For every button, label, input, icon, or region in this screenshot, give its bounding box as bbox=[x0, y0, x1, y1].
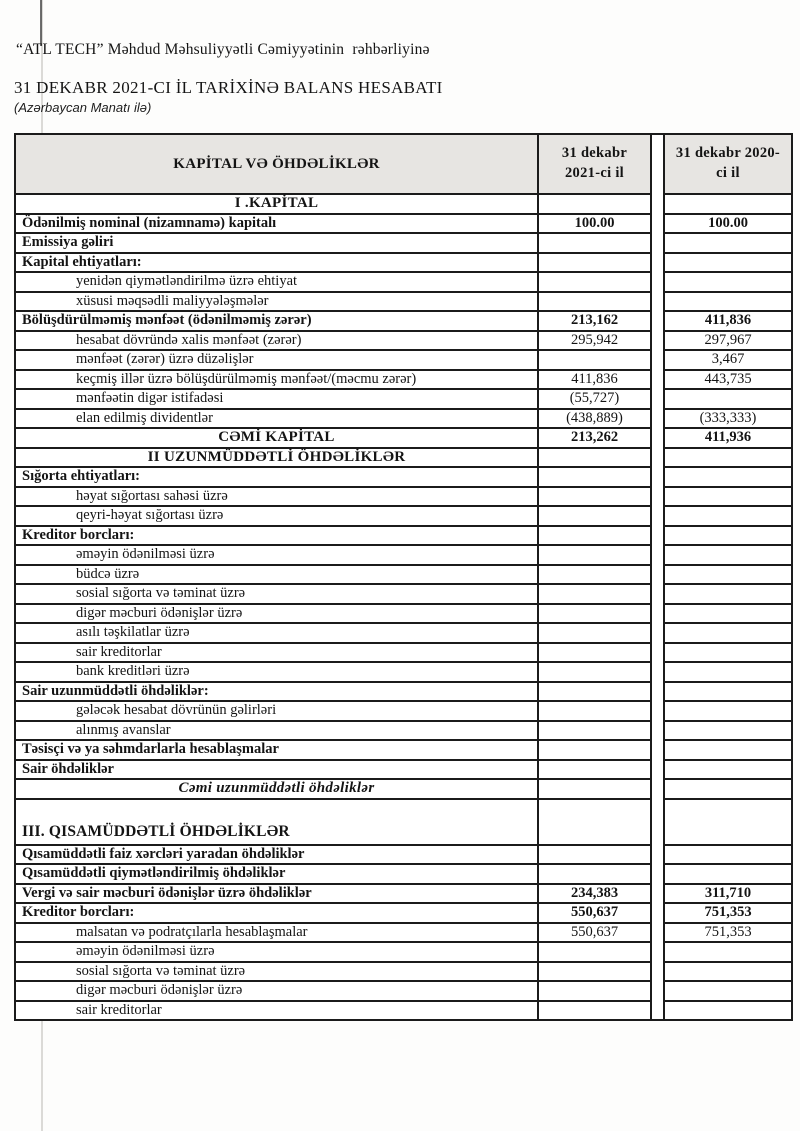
row-label: malsatan və podratçılarla hesablaşmalar bbox=[15, 923, 538, 943]
value-2020 bbox=[664, 272, 792, 292]
row-label: Vergi və sair məcburi ödənişlər üzrə öhdəliklər bbox=[15, 884, 538, 904]
value-2021 bbox=[538, 253, 651, 273]
table-row bbox=[15, 1001, 792, 1021]
balance-table-body bbox=[15, 194, 792, 1020]
row-label: yenidən qiymətləndirilmə üzrə ehtiyat bbox=[15, 272, 538, 292]
column-header-2020: 31 dekabr 2020-ci il bbox=[664, 134, 792, 194]
value-2020 bbox=[664, 233, 792, 253]
value-2021 bbox=[538, 962, 651, 982]
value-2020 bbox=[664, 565, 792, 585]
value-2021 bbox=[538, 604, 651, 624]
table-row bbox=[15, 409, 792, 429]
value-2021 bbox=[538, 682, 651, 702]
value-2021: 234,383 bbox=[538, 884, 651, 904]
value-2020 bbox=[664, 253, 792, 273]
column-gap bbox=[651, 942, 664, 962]
table-row bbox=[15, 864, 792, 884]
value-2020 bbox=[664, 1001, 792, 1021]
row-label: Qısamüddətli faiz xərcləri yaradan öhdəliklər bbox=[15, 845, 538, 865]
column-gap bbox=[651, 799, 664, 845]
column-gap bbox=[651, 311, 664, 331]
column-gap bbox=[651, 604, 664, 624]
value-2020 bbox=[664, 584, 792, 604]
row-label: qeyri-həyat sığortası üzrə bbox=[15, 506, 538, 526]
row-label: bank kreditləri üzrə bbox=[15, 662, 538, 682]
row-label: Emissiya gəliri bbox=[15, 233, 538, 253]
column-gap bbox=[651, 350, 664, 370]
row-label: digər məcburi ödənişlər üzrə bbox=[15, 981, 538, 1001]
column-gap bbox=[651, 923, 664, 943]
table-row bbox=[15, 962, 792, 982]
column-gap bbox=[651, 331, 664, 351]
scan-edge-mark bbox=[40, 0, 42, 46]
column-gap bbox=[651, 134, 664, 194]
column-gap bbox=[651, 623, 664, 643]
column-gap bbox=[651, 962, 664, 982]
value-2020: 751,353 bbox=[664, 903, 792, 923]
column-header-2021: 31 dekabr 2021-ci il bbox=[538, 134, 651, 194]
row-label: Bölüşdürülməmiş mənfəət (ödənilməmiş zərər) bbox=[15, 311, 538, 331]
value-2020: 100.00 bbox=[664, 214, 792, 234]
value-2021 bbox=[538, 760, 651, 780]
value-2020 bbox=[664, 682, 792, 702]
column-gap bbox=[651, 233, 664, 253]
table-row bbox=[15, 233, 792, 253]
row-label: Kreditor borcları: bbox=[15, 903, 538, 923]
table-row bbox=[15, 194, 792, 214]
row-label: II UZUNMÜDDƏTLİ ÖHDƏLİKLƏR bbox=[15, 448, 538, 468]
value-2020 bbox=[664, 799, 792, 845]
column-gap bbox=[651, 701, 664, 721]
column-gap bbox=[651, 214, 664, 234]
column-gap bbox=[651, 760, 664, 780]
value-2020 bbox=[664, 448, 792, 468]
table-row bbox=[15, 311, 792, 331]
value-2020 bbox=[664, 467, 792, 487]
row-label: asılı təşkilatlar üzrə bbox=[15, 623, 538, 643]
column-gap bbox=[651, 721, 664, 741]
value-2021: 100.00 bbox=[538, 214, 651, 234]
balance-sheet-table bbox=[14, 133, 793, 1021]
value-2020 bbox=[664, 942, 792, 962]
table-row bbox=[15, 545, 792, 565]
row-label: keçmiş illər üzrə bölüşdürülməmiş mənfəət/(məcmu zərər) bbox=[15, 370, 538, 390]
value-2021 bbox=[538, 845, 651, 865]
recipient-line: “ATL TECH” Məhdud Məhsuliyyətli Cəmiyyətinin rəhbərliyinə bbox=[16, 41, 430, 58]
value-2021 bbox=[538, 233, 651, 253]
table-row bbox=[15, 981, 792, 1001]
value-2020: 297,967 bbox=[664, 331, 792, 351]
value-2021: 550,637 bbox=[538, 923, 651, 943]
column-gap bbox=[651, 565, 664, 585]
table-row bbox=[15, 701, 792, 721]
column-gap bbox=[651, 682, 664, 702]
column-gap bbox=[651, 864, 664, 884]
row-label: Qısamüddətli qiymətləndirilmiş öhdəliklər bbox=[15, 864, 538, 884]
value-2020 bbox=[664, 981, 792, 1001]
column-gap bbox=[651, 662, 664, 682]
value-2021 bbox=[538, 779, 651, 799]
row-label: Sair uzunmüddətli öhdəliklər: bbox=[15, 682, 538, 702]
column-gap bbox=[651, 409, 664, 429]
row-label: CƏMİ KAPİTAL bbox=[15, 428, 538, 448]
column-gap bbox=[651, 884, 664, 904]
document-title: 31 DEKABR 2021-CI İL TARİXİNƏ BALANS HESABATI bbox=[14, 78, 443, 97]
table-row bbox=[15, 845, 792, 865]
value-2020 bbox=[664, 604, 792, 624]
value-2020: 443,735 bbox=[664, 370, 792, 390]
value-2021 bbox=[538, 623, 651, 643]
value-2020 bbox=[664, 643, 792, 663]
column-gap bbox=[651, 584, 664, 604]
row-label: Kapital ehtiyatları: bbox=[15, 253, 538, 273]
value-2021 bbox=[538, 506, 651, 526]
value-2020: 411,836 bbox=[664, 311, 792, 331]
column-gap bbox=[651, 292, 664, 312]
value-2020 bbox=[664, 721, 792, 741]
row-label: əməyin ödənilməsi üzrə bbox=[15, 942, 538, 962]
table-row bbox=[15, 272, 792, 292]
value-2021 bbox=[538, 721, 651, 741]
column-gap bbox=[651, 448, 664, 468]
row-label: Kreditor borcları: bbox=[15, 526, 538, 546]
column-gap bbox=[651, 487, 664, 507]
table-row bbox=[15, 623, 792, 643]
table-row bbox=[15, 682, 792, 702]
column-header-capital-liabilities: KAPİTAL VƏ ÖHDƏLİKLƏR bbox=[15, 134, 538, 194]
row-label: I .KAPİTAL bbox=[15, 194, 538, 214]
column-gap bbox=[651, 194, 664, 214]
row-label: Sığorta ehtiyatları: bbox=[15, 467, 538, 487]
value-2020: 751,353 bbox=[664, 923, 792, 943]
value-2020 bbox=[664, 962, 792, 982]
value-2020: 411,936 bbox=[664, 428, 792, 448]
column-gap bbox=[651, 1001, 664, 1021]
value-2020 bbox=[664, 662, 792, 682]
table-row bbox=[15, 292, 792, 312]
value-2021 bbox=[538, 662, 651, 682]
table-row bbox=[15, 253, 792, 273]
column-gap bbox=[651, 845, 664, 865]
column-gap bbox=[651, 526, 664, 546]
value-2020 bbox=[664, 194, 792, 214]
column-gap bbox=[651, 779, 664, 799]
value-2021: 213,162 bbox=[538, 311, 651, 331]
table-row bbox=[15, 526, 792, 546]
row-label: digər məcburi ödənişlər üzrə bbox=[15, 604, 538, 624]
value-2021 bbox=[538, 643, 651, 663]
row-label: sair kreditorlar bbox=[15, 643, 538, 663]
value-2021: 411,836 bbox=[538, 370, 651, 390]
value-2021: 550,637 bbox=[538, 903, 651, 923]
table-row bbox=[15, 506, 792, 526]
value-2020: 3,467 bbox=[664, 350, 792, 370]
value-2020 bbox=[664, 545, 792, 565]
table-row bbox=[15, 584, 792, 604]
value-2021 bbox=[538, 448, 651, 468]
column-gap bbox=[651, 428, 664, 448]
value-2021 bbox=[538, 487, 651, 507]
column-gap bbox=[651, 545, 664, 565]
row-label: Sair öhdəliklər bbox=[15, 760, 538, 780]
value-2020 bbox=[664, 487, 792, 507]
row-label: həyat sığortası sahəsi üzrə bbox=[15, 487, 538, 507]
row-label: xüsusi məqsədli maliyyələşmələr bbox=[15, 292, 538, 312]
value-2020 bbox=[664, 701, 792, 721]
row-label: sosial sığorta və təminat üzrə bbox=[15, 962, 538, 982]
row-label: mənfəət (zərər) üzrə düzəlişlər bbox=[15, 350, 538, 370]
value-2021: (55,727) bbox=[538, 389, 651, 409]
table-row bbox=[15, 331, 792, 351]
row-label: III. QISAMÜDDƏTLİ ÖHDƏLİKLƏR bbox=[15, 799, 538, 845]
row-label: Cəmi uzunmüddətli öhdəliklər bbox=[15, 779, 538, 799]
table-row bbox=[15, 721, 792, 741]
value-2020 bbox=[664, 623, 792, 643]
row-label: Ödənilmiş nominal (nizamnamə) kapitalı bbox=[15, 214, 538, 234]
table-row bbox=[15, 923, 792, 943]
row-label: sosial sığorta və təminat üzrə bbox=[15, 584, 538, 604]
value-2020 bbox=[664, 760, 792, 780]
table-row bbox=[15, 565, 792, 585]
row-label: elan edilmiş dividentlər bbox=[15, 409, 538, 429]
column-gap bbox=[651, 370, 664, 390]
row-label: alınmış avanslar bbox=[15, 721, 538, 741]
value-2021: 295,942 bbox=[538, 331, 651, 351]
value-2020 bbox=[664, 779, 792, 799]
table-row bbox=[15, 487, 792, 507]
value-2020: (333,333) bbox=[664, 409, 792, 429]
value-2020 bbox=[664, 506, 792, 526]
value-2021 bbox=[538, 942, 651, 962]
value-2021 bbox=[538, 565, 651, 585]
table-row bbox=[15, 662, 792, 682]
table-row bbox=[15, 942, 792, 962]
table-row bbox=[15, 448, 792, 468]
table-row bbox=[15, 779, 792, 799]
column-gap bbox=[651, 903, 664, 923]
table-row bbox=[15, 389, 792, 409]
currency-note: (Azərbaycan Manatı ilə) bbox=[14, 100, 152, 115]
value-2021 bbox=[538, 1001, 651, 1021]
value-2020 bbox=[664, 740, 792, 760]
column-gap bbox=[651, 643, 664, 663]
value-2020 bbox=[664, 292, 792, 312]
row-label: hesabat dövründə xalis mənfəət (zərər) bbox=[15, 331, 538, 351]
value-2021 bbox=[538, 981, 651, 1001]
value-2021 bbox=[538, 292, 651, 312]
value-2021 bbox=[538, 467, 651, 487]
value-2021 bbox=[538, 545, 651, 565]
table-row bbox=[15, 903, 792, 923]
row-label: sair kreditorlar bbox=[15, 1001, 538, 1021]
table-row bbox=[15, 428, 792, 448]
value-2021 bbox=[538, 701, 651, 721]
value-2020 bbox=[664, 389, 792, 409]
value-2021 bbox=[538, 740, 651, 760]
value-2021 bbox=[538, 864, 651, 884]
table-header-row bbox=[15, 134, 792, 194]
value-2020: 311,710 bbox=[664, 884, 792, 904]
value-2021 bbox=[538, 272, 651, 292]
table-row bbox=[15, 467, 792, 487]
table-row bbox=[15, 740, 792, 760]
table-row bbox=[15, 370, 792, 390]
row-label: büdcə üzrə bbox=[15, 565, 538, 585]
value-2021 bbox=[538, 350, 651, 370]
table-row bbox=[15, 643, 792, 663]
value-2021 bbox=[538, 526, 651, 546]
column-gap bbox=[651, 506, 664, 526]
value-2021: 213,262 bbox=[538, 428, 651, 448]
row-label: gələcək hesabat dövrünün gəlirləri bbox=[15, 701, 538, 721]
table-row bbox=[15, 350, 792, 370]
value-2020 bbox=[664, 845, 792, 865]
row-label: Təsisçi və ya səhmdarlarla hesablaşmalar bbox=[15, 740, 538, 760]
row-label: mənfəətin digər istifadəsi bbox=[15, 389, 538, 409]
row-label: əməyin ödənilməsi üzrə bbox=[15, 545, 538, 565]
value-2021 bbox=[538, 584, 651, 604]
value-2020 bbox=[664, 864, 792, 884]
value-2021: (438,889) bbox=[538, 409, 651, 429]
column-gap bbox=[651, 981, 664, 1001]
value-2020 bbox=[664, 526, 792, 546]
table-row bbox=[15, 799, 792, 845]
value-2021 bbox=[538, 194, 651, 214]
column-gap bbox=[651, 272, 664, 292]
column-gap bbox=[651, 740, 664, 760]
value-2021 bbox=[538, 799, 651, 845]
table-row bbox=[15, 214, 792, 234]
table-row bbox=[15, 604, 792, 624]
column-gap bbox=[651, 389, 664, 409]
table-row bbox=[15, 760, 792, 780]
column-gap bbox=[651, 467, 664, 487]
column-gap bbox=[651, 253, 664, 273]
table-row bbox=[15, 884, 792, 904]
